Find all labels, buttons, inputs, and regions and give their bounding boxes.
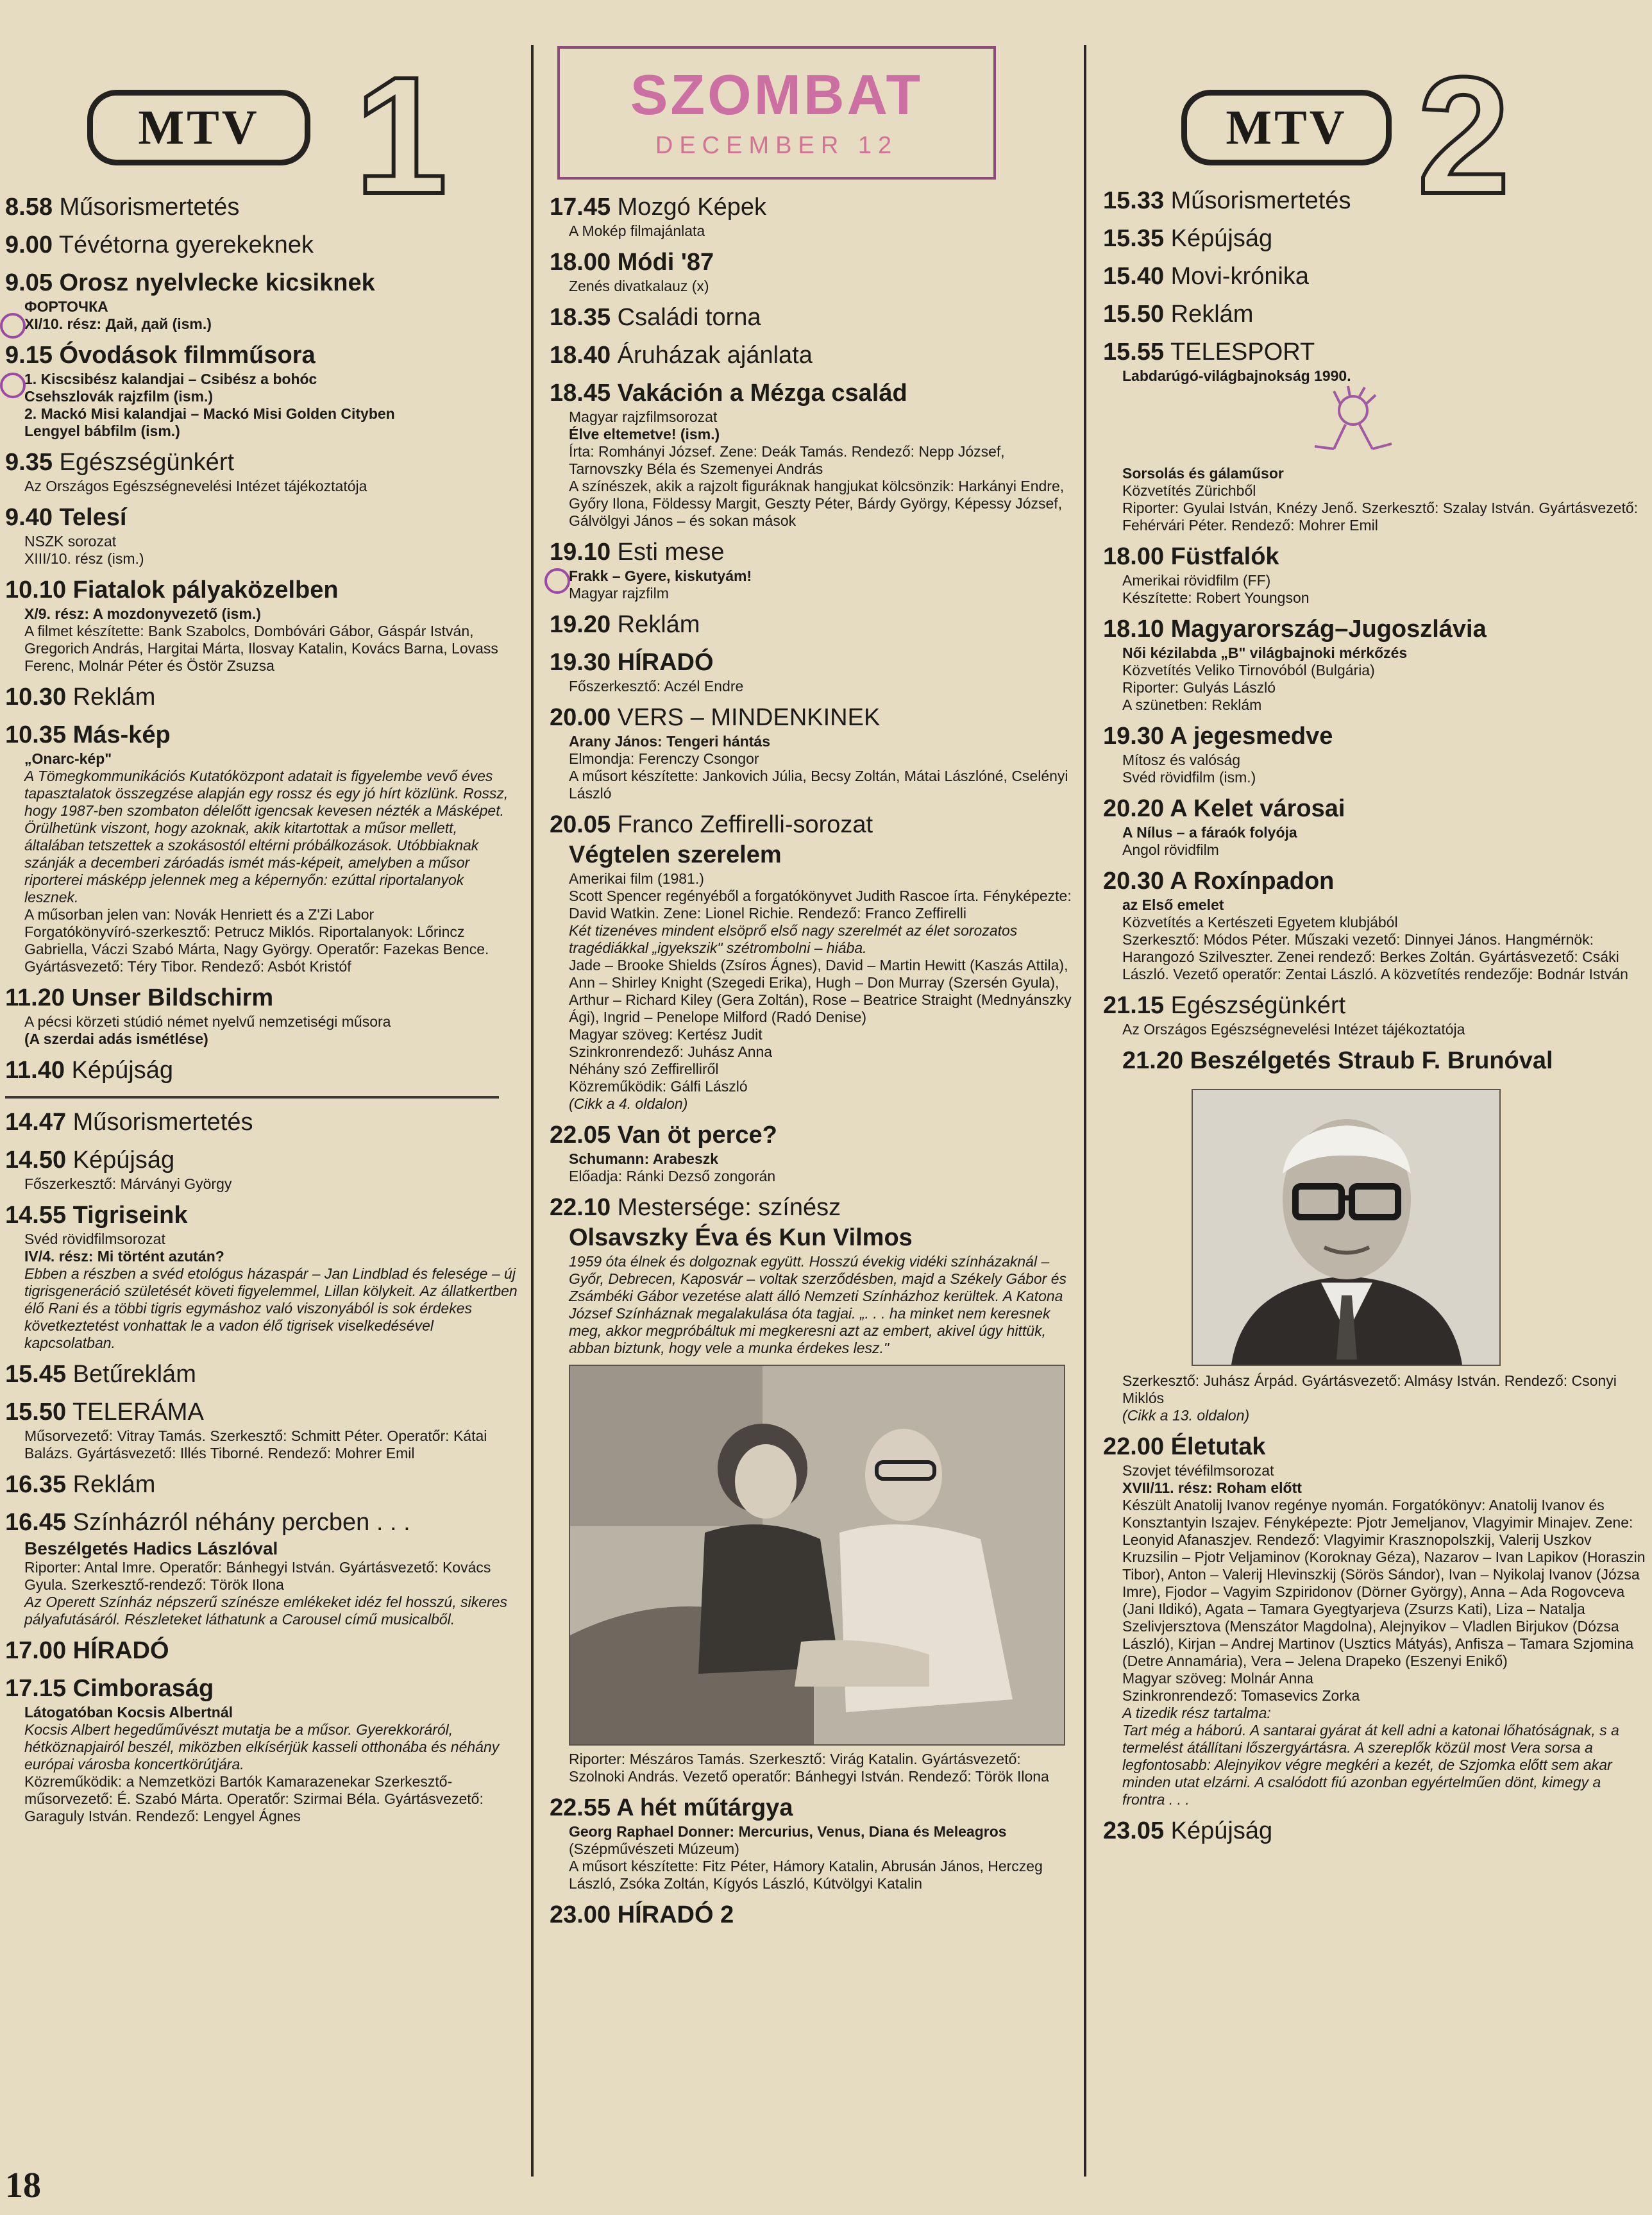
program-entry: 21.15 Egészségünkért Az Országos Egészségnevelési Intézet tájékoztatója xyxy=(1103,992,1465,1038)
program-entry: 8.58 Műsorismertetés xyxy=(5,194,240,221)
program-entry: 19.10 Esti mese Frakk – Gyere, kiskutyám! Magyar rajzfilm xyxy=(550,537,1075,602)
program-entry: 18.10 Magyarország–Jugoszlávia Női kézilabda „B" világbajnoki mérkőzés Közvetítés Veliko Tirnovóból (Bulgária) Riporter: Gulyás László A szünetben: Reklám xyxy=(1103,616,1487,713)
program-entry: 18.00 Füstfalók Amerikai rövidfilm (FF) Készítette: Robert Youngson xyxy=(1103,543,1310,606)
program-entry: 18.45 Vakáción a Mézga család Magyar rajzfilmsorozat Élve eltemetve! (ism.) Írta: Romhányi József. Zene: Deák Tamás. Rendező: Nepp József, Tarnovszky Béla és Szemenyei András A színészek, akik a rajzolt figuráknak hangjukat kölcsönzik: Harkányi Endre, Győry Ilona, Földessy Margit, Geszty Péter, Bárdy György, Képessy József, Gálvölgyi János – és sokan mások xyxy=(550,380,1065,529)
page-number: 18 xyxy=(5,2166,41,2205)
column-rule-left xyxy=(531,45,534,2177)
photo-straub xyxy=(1192,1089,1501,1366)
program-entry: 9.00 Tévétorna gyerekeknek xyxy=(5,232,314,258)
program-entry: 15.40 Movi-krónika xyxy=(1103,263,1310,290)
program-entry: 17.45 Mozgó Képek A Mokép filmajánlata xyxy=(550,194,767,239)
section-divider xyxy=(5,1096,499,1099)
program-entry: 18.40 Áruházak ajánlata xyxy=(550,342,813,369)
program-entry: 15.35 Képújság xyxy=(1103,225,1273,252)
program-entry: 20.20 A Kelet városai A Nílus – a fáraók folyója Angol rövidfilm xyxy=(1103,795,1345,858)
day-name: SZOMBAT xyxy=(630,63,923,126)
program-entry: 21.20 Beszélgetés Straub F. Brunóval Szerkesztő: Juhász Árpád. Gyártásvezető: Almásy István. Rendező: Csonyi Miklós (Cikk a 13. oldalon) xyxy=(1122,1047,1617,1424)
program-entry: 18.35 Családi torna xyxy=(550,304,761,331)
day-header xyxy=(557,46,996,180)
program-entry: 10.35 Más-kép „Onarc-kép" A Tömegkommunikációs Kutatóközpont adatait is figyelembe vevő éves tapasztalatok összegzése alapján egy rossz és egy jó hírt közlünk. Rossz, hogy 1987-ben szombaton délelőtt igencsak kevesen nézték a Másképet. Örülhetünk viszont, hogy azoknak, akik kitartottak a műsor mellett, általában tetszettek a szokásostól eltérni próbálkozások. Utóbbiaknak szánják a decemberi záróadás ismét más-képeit, amelyben a műsor riporterei másképp jelennek meg a képernyőn: ezúttal riportalanyok lesznek. A műsorban jelen van: Novák Henriett és a Z'Zi Labor Forgatókönyvíró-szerkesztő: Petrucz Miklós. Riportalanyok: Lőrincz Gabriella, Váczi Szabó Márta, Nagy György. Operatőr: Fazekas Bence. Gyártásvezető: Téry Tibor. Rendező: Asbót Kristóf xyxy=(5,721,509,975)
program-entry: 17.15 Cimboraság Látogatóban Kocsis Albertnál Kocsis Albert hegedűművészt mutatja be a műsor. Gyerekkoráról, hétköznapjairól beszél, miközben elkísérjük kasseli otthonába és néhány európai városba koncertkörútjára. Közreműködik: a Nemzetközi Bartók Kamarazenekar Szerkesztő-műsorvezető: É. Szabó Márta. Operatőr: Szirmai Béla. Gyártásvezető: Garaguly István. Rendező: Lengyel Ágnes xyxy=(5,1675,500,1824)
circle-mark xyxy=(0,373,26,398)
program-entry: 19.20 Reklám xyxy=(550,611,700,638)
program-entry: 16.35 Reklám xyxy=(5,1471,156,1498)
channel-number-1: 1 xyxy=(355,43,448,229)
program-entry: 22.10 Mestersége: színész Olsavszky Éva és Kun Vilmos 1959 óta élnek és dolgoznak együtt. Hosszú évekig vidéki színházaknál – Győr, Debrecen, Kaposvár – voltak szerződésben, majd a Székely Gábor és Zsámbéki Gábor vezetése alatt álló Nemzeti Színházhoz kerültek. A Katona József Színháznak megalakulása óta tagjai. „. . . ha minket nem keresnek meg, akkor megpróbáltuk mi megkeresni azt az embert, akivel úgy hittük, abban biztunk, hogy vele a munka érdekes lesz." Riporter: Mészáros Tamás. Szerkesztő: Virág Katalin. Gyártásvezető: Szolnoki András. Vezető operatőr: Bánhegyi István. Rendező: Török Ilona xyxy=(550,1194,1067,1785)
program-entry: 16.45 Színházról néhány percben . . . Beszélgetés Hadics Lászlóval Riporter: Antal Imre. Operatőr: Bánhegyi István. Gyártásvezető: Kovács Gyula. Szerkesztő-rendező: Török Ilona Az Operett Színház népszerű színésze emlékeket idéz fel hosszú, sikeres pályafutásáról. Részleteket láthatunk a Carousel című musicalből. xyxy=(5,1509,507,1628)
mtv-badge: MTV xyxy=(87,90,310,165)
program-entry: 9.05 Orosz nyelvlecke kicsiknek ФОРТОЧКА XI/10. rész: Дай, дай (ism.) xyxy=(5,268,518,333)
program-entry: 14.47 Műsorismertetés xyxy=(5,1109,253,1136)
middle-column xyxy=(550,26,1075,2203)
program-entry: 15.55 TELESPORT Labdarúgó-világbajnokság 1990. Sorsolás és gálaműsor Közvetítés Zürichből Riporter: Gyulai István, Knézy Jenő. Szerkesztő: Szalay István. Gyártásvezető: Fehérvári Péter. Rendező: Mohrer Emil xyxy=(1103,339,1639,534)
program-entry: 20.05 Franco Zeffirelli-sorozat Végtelen szerelem Amerikai film (1981.) Scott Spencer regényéből a forgatókönyvet Judith Rascoe írta. Fényképezte: David Watkin. Zene: Lionel Richie. Rendező: Franco Zeffirelli Két tizenéves mindent elsöprő első nagy szerelmét az élet sorozatos tragédiákkal „igyekszik" szétrombolni – hiába. Jade – Brooke Shields (Zsíros Ágnes), David – Martin Hewitt (Kaszás Attila), Ann – Shirley Knight (Szegedi Erika), Hugh – Don Murray (Szersén Gyula), Arthur – Richard Kiley (Gera Zoltán), Rose – Beatrice Straight (Mednyánszky Ági), Ingrid – Penelope Milford (Radó Denise) Magyar szöveg: Kertész Judit Szinkronrendező: Juhász Anna Néhány szó Zeffirelliről Közreműködik: Gálfi László (Cikk a 4. oldalon) xyxy=(550,811,1072,1112)
mtv1-column xyxy=(5,26,518,2203)
program-entry: 15.33 Műsorismertetés xyxy=(1103,187,1351,214)
program-entry: 14.50 Képújság Főszerkesztő: Márványi György xyxy=(5,1147,232,1192)
circle-mark xyxy=(0,313,26,339)
program-entry: 17.00 HÍRADÓ xyxy=(5,1637,169,1664)
program-entry: 18.00 Módi '87 Zenés divatkalauz (x) xyxy=(550,249,714,294)
program-entry: 19.30 HÍRADÓ Főszerkesztő: Aczél Endre xyxy=(550,649,744,695)
program-entry: 15.50 TELERÁMA Műsorvezető: Vitray Tamás. Szerkesztő: Schmitt Péter. Operatőr: Kátai Balázs. Gyártásvezető: Illés Tiborné. Rendező: Mohrer Emil xyxy=(5,1399,487,1461)
program-entry: 15.45 Betűreklám xyxy=(5,1361,196,1388)
program-entry: 15.50 Reklám xyxy=(1103,301,1254,328)
program-entry: 19.30 A jegesmedve Mítosz és valóság Svéd rövidfilm (ism.) xyxy=(1103,723,1333,786)
photo-actors xyxy=(569,1365,1065,1746)
program-entry: 11.40 Képújság xyxy=(5,1057,174,1084)
program-entry: 9.40 Telesí NSZK sorozat XIII/10. rész (ism.) xyxy=(5,504,144,567)
mtv2-column xyxy=(1103,26,1647,2203)
program-entry: 9.35 Egészségünkért Az Országos Egészségnevelési Intézet tájékoztatója xyxy=(5,449,367,494)
channel-number-2: 2 xyxy=(1417,43,1510,229)
program-entry: 10.10 Fiatalok pályaközelben X/9. rész: A mozdonyvezető (ism.) A filmet készítette: Bank Szabolcs, Dombóvári Gábor, Gáspár István, Gregorich András, Hargitai Márta, Ilosvay Katalin, Kovács Barna, Lovass Ferenc, Molnár Péter és Östör Zsuzsa xyxy=(5,577,498,674)
program-entry: 22.55 A hét műtárgya Georg Raphael Donner: Mercurius, Venus, Diana és Meleagros (Szépművészeti Múzeum) A műsort készítette: Fitz Péter, Hámory Katalin, Abrusán János, Herczeg László, Zsóka Zoltán, Kígyós László, Kútvölgyi Katalin xyxy=(550,1794,1043,1892)
program-entry: 14.55 Tigriseink Svéd rövidfilmsorozat IV/4. rész: Mi történt azután? Ebben a részben a svéd etológus házaspár – Jan Lindblad és felesége – új tigrisgeneráció születését követi figyelemmel, Lillan kölykeit. Az állatkertben élő Rani és a többi tigris egymáshoz való viszonyából is sok érdekes következtetést vonhattak le a vadon élő tigrisek viselkedésével kapcsolatban. xyxy=(5,1202,518,1351)
program-entry: 20.30 A Roxínpadon az Első emelet Közvetítés a Kertészeti Egyetem klubjából Szerkesztő: Módos Péter. Műszaki vezető: Dinnyei János. Hangmérnök: Harangozó Szilveszter. Zenei rendező: Berkes Zoltán. Gyártásvezető: Csáki László. Vezető operatőr: Zentai László. A közvetítés rendezője: Bodnár István xyxy=(1103,868,1628,982)
photo-actors-image xyxy=(570,1366,1064,1744)
program-entry: 23.05 Képújság xyxy=(1103,1817,1273,1844)
program-entry: 22.05 Van öt perce? Schumann: Arabeszk Előadja: Ránki Dezső zongorán xyxy=(550,1122,777,1184)
doodle-icon xyxy=(1295,385,1398,462)
program-entry: 10.30 Reklám xyxy=(5,684,156,711)
program-entry: 20.00 VERS – MINDENKINEK Arany János: Tengeri hántás Elmondja: Ferenczy Csongor A műsort készítette: Jankovich Júlia, Becsy Zoltán, Mátai Lászlóné, Cselényi László xyxy=(550,704,1068,802)
mtv-badge: MTV xyxy=(1181,90,1392,165)
program-entry: 11.20 Unser Bildschirm A pécsi körzeti stúdió német nyelvű nemzetiségi műsora (A szerdai adás ismétlése) xyxy=(5,984,391,1047)
program-entry: 23.00 HÍRADÓ 2 xyxy=(550,1901,734,1928)
column-rule-right xyxy=(1084,45,1086,2177)
photo-straub-image xyxy=(1193,1090,1499,1365)
day-date: DECEMBER 12 xyxy=(655,132,898,159)
circle-mark xyxy=(544,568,570,594)
program-entry: 22.00 Életutak Szovjet tévéfilmsorozat XVII/11. rész: Roham előtt Készült Anatolij Ivanov regénye nyomán. Forgatókönyv: Anatolij Ivanov és Konsztantyin Iszajev. Fényképezte: Pjotr Jemeljanov, Vlagyimir Minajev. Zene: Leonyid Afanaszjev. Rendező: Vlagyimir Krasznopolszkij, Valerij Uszkov Kruzsilin – Pjotr Veljaminov (Koroknay Géza), Nazarov – Ivan Lapikov (Horaszin Tibor), Anton – Valerij Hlevinszkij (Sörös Sándor), Ivan – Nyikolaj Ivanov (Józsa Imre), Fjodor – Vagyim Szpiridonov (Dörner György), Anna – Ada Rogovceva (Jani Ildikó), Agata – Tamara Gyegtyarjeva (Zsurzs Kati), Liza – Natalja Szelivjersztova (Menszátor Magdolna), Alejnyikov – Vladlen Birjukov (Dózsa László), Kirjan – Andrej Martinov (Usztics Mátyás), Anfisza – Tamara Szjomina (Detre Annamária), Vera – Jelena Drapeko (Eszenyi Enikő) Magyar szöveg: Molnár Anna Szinkronrendező: Tomasevics Zorka A tizedik rész tartalma: Tart még a háború. A santarai gyárat át kell adni a katonai lőhatóságnak, s a termelést átállítani lőszergyártásra. A szereplők közül most Vera sorsa a legfontosabb: Alejnyikov végre megkéri a kezét, de Szjomka előtt sem akar minden utat elzárni. A csalódott fiú azonban egyértelműen dönt, kimegy a frontra . . . xyxy=(1103,1433,1646,1808)
program-entry: 9.15 Óvodások filmműsora 1. Kiscsibész kalandjai – Csibész a bohóc Csehszlovák rajzfilm (ism.) 2. Mackó Misi kalandjai – Mackó Misi Golden Cityben Lengyel bábfilm (ism.) xyxy=(5,341,518,440)
